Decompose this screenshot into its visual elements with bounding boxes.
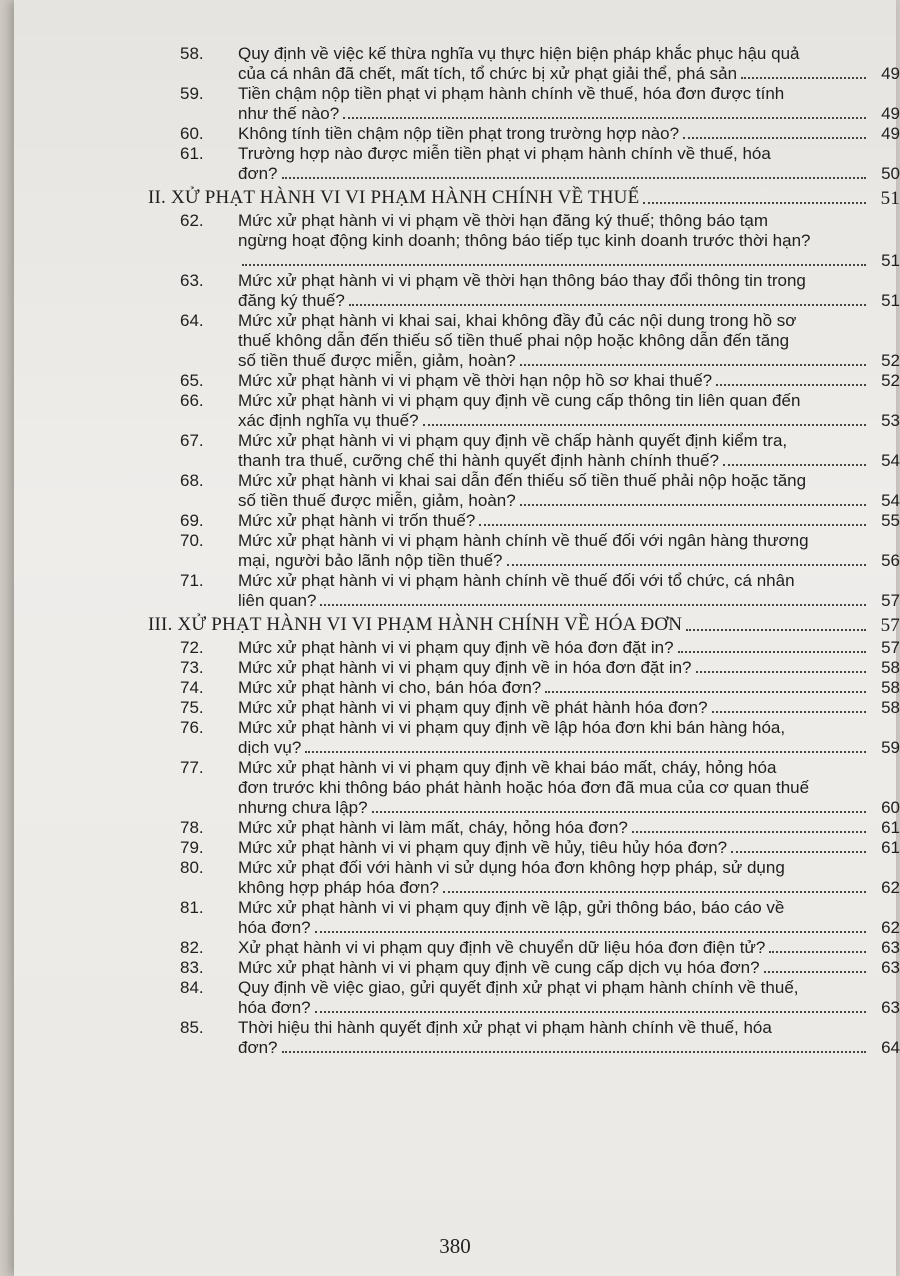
entry-number: 74. xyxy=(180,678,204,697)
toc-entry[interactable] xyxy=(180,431,900,471)
entry-text-line: đăng ký thuế? xyxy=(238,291,345,310)
dot-leader xyxy=(696,658,866,673)
entry-text-line: Mức xử phạt hành vi vi phạm quy định về cung cấp thông tin liên quan đến xyxy=(238,391,801,410)
dot-leader xyxy=(320,591,866,606)
toc-entry[interactable] xyxy=(180,1018,900,1058)
toc-entry[interactable] xyxy=(180,311,900,371)
entry-page-number: 49 xyxy=(881,64,900,83)
table-of-contents xyxy=(148,44,900,1058)
entry-text-line: Mức xử phạt hành vi khai sai dẫn đến thiếu số tiền thuế phải nộp hoặc tăng xyxy=(238,471,807,490)
toc-entry[interactable] xyxy=(180,391,900,431)
entry-page-number: 61 xyxy=(881,818,900,837)
entry-number: 84. xyxy=(180,978,204,997)
entry-page-number: 63 xyxy=(881,998,900,1017)
entry-number: 73. xyxy=(180,658,204,677)
entry-text-line: Mức xử phạt hành vi vi phạm về thời hạn nộp hồ sơ khai thuế? xyxy=(238,371,713,390)
entry-number: 58. xyxy=(180,44,204,63)
entry-text-line: thuế không dẫn đến thiếu số tiền thuế phai nộp hoặc không dẫn đến tăng xyxy=(238,331,790,350)
entry-number: 69. xyxy=(180,511,204,530)
entry-page-number: 59 xyxy=(881,738,900,757)
toc-entry[interactable] xyxy=(180,571,900,611)
dot-leader xyxy=(282,164,866,179)
dot-leader xyxy=(443,878,866,893)
entry-number: 67. xyxy=(180,431,204,450)
entry-text-line: Mức xử phạt hành vi vi phạm hành chính về thuế đối với tổ chức, cá nhân xyxy=(238,571,795,590)
toc-entry[interactable] xyxy=(180,124,900,144)
entry-text-line: không hợp pháp hóa đơn? xyxy=(238,878,439,897)
entry-page-number: 51 xyxy=(881,251,900,270)
entry-text-line: Mức xử phạt hành vi vi phạm quy định về khai báo mất, cháy, hỏng hóa xyxy=(238,758,777,777)
entry-text-line: Mức xử phạt hành vi vi phạm quy định về chấp hành quyết định kiểm tra, xyxy=(238,431,788,450)
toc-entry[interactable] xyxy=(180,698,900,718)
entry-number: 83. xyxy=(180,958,204,977)
entry-text-line: thanh tra thuế, cưỡng chế thi hành quyết định hành chính thuế? xyxy=(238,451,719,470)
section-title: III. XỬ PHẠT HÀNH VI VI PHẠM HÀNH CHÍNH VỀ HÓA ĐƠN xyxy=(148,614,683,635)
dot-leader xyxy=(716,371,866,386)
entry-text-line: số tiền thuế được miễn, giảm, hoàn? xyxy=(238,351,516,370)
entry-number: 66. xyxy=(180,391,204,410)
entry-text-line: mại, người bảo lãnh nộp tiền thuế? xyxy=(238,551,503,570)
dot-leader xyxy=(349,291,866,306)
dot-leader xyxy=(479,511,866,526)
entry-text-line: Mức xử phạt hành vi trốn thuế? xyxy=(238,511,476,530)
entry-number: 79. xyxy=(180,838,204,857)
entry-number: 85. xyxy=(180,1018,204,1037)
entry-page-number: 60 xyxy=(881,798,900,817)
entry-page-number: 58 xyxy=(881,698,900,717)
entry-page-number: 57 xyxy=(881,638,900,657)
entry-page-number: 53 xyxy=(881,411,900,430)
entry-page-number: 54 xyxy=(881,491,900,510)
entry-page-number: 50 xyxy=(881,164,900,183)
entry-page-number: 62 xyxy=(881,918,900,937)
toc-entry[interactable] xyxy=(180,531,900,571)
entry-text-line: Mức xử phạt hành vi vi phạm quy định về phát hành hóa đơn? xyxy=(238,698,708,717)
entry-number: 82. xyxy=(180,938,204,957)
entry-number: 81. xyxy=(180,898,204,917)
entry-text-line: Mức xử phạt hành vi vi phạm quy định về hủy, tiêu hủy hóa đơn? xyxy=(238,838,728,857)
toc-entry[interactable] xyxy=(180,471,900,511)
entry-text-line: Mức xử phạt hành vi vi phạm hành chính về thuế đối với ngân hàng thương xyxy=(238,531,809,550)
dot-leader xyxy=(315,918,866,933)
entry-page-number: 51 xyxy=(881,291,900,310)
toc-entry[interactable] xyxy=(180,211,900,271)
dot-leader xyxy=(507,551,867,566)
entry-number: 61. xyxy=(180,144,204,163)
entry-text-line: Quy định về việc kế thừa nghĩa vụ thực hiện biện pháp khắc phục hậu quả xyxy=(238,44,800,63)
entry-number: 80. xyxy=(180,858,204,877)
entry-text-line: nhưng chưa lập? xyxy=(238,798,368,817)
toc-entry[interactable] xyxy=(180,818,900,838)
entry-page-number: 56 xyxy=(881,551,900,570)
entry-number: 59. xyxy=(180,84,204,103)
entry-text-line: như thế nào? xyxy=(238,104,340,123)
section-page-number: 57 xyxy=(880,615,900,636)
entry-text-line: Không tính tiền chậm nộp tiền phạt trong trường hợp nào? xyxy=(238,124,680,143)
entry-text-line: Mức xử phạt hành vi làm mất, cháy, hỏng hóa đơn? xyxy=(238,818,628,837)
toc-entry[interactable] xyxy=(180,758,900,818)
entry-page-number: 52 xyxy=(881,371,900,390)
entry-page-number: 49 xyxy=(881,124,900,143)
toc-entry[interactable] xyxy=(180,84,900,124)
entry-page-number: 52 xyxy=(881,351,900,370)
toc-section-heading[interactable] xyxy=(148,613,900,636)
page-number: 380 xyxy=(439,1234,471,1258)
entry-text-line: liên quan? xyxy=(238,591,317,610)
entry-number: 76. xyxy=(180,718,204,737)
entry-text-line: hóa đơn? xyxy=(238,998,311,1017)
entry-page-number: 63 xyxy=(881,938,900,957)
entry-text-line: Mức xử phạt hành vi vi phạm quy định về cung cấp dịch vụ hóa đơn? xyxy=(238,958,760,977)
entry-text-line: Tiền chậm nộp tiền phạt vi phạm hành chính về thuế, hóa đơn được tính xyxy=(238,84,785,103)
dot-leader xyxy=(520,351,866,366)
dot-leader xyxy=(282,1038,866,1053)
entry-number: 63. xyxy=(180,271,204,290)
entry-number: 70. xyxy=(180,531,204,550)
toc-entry[interactable] xyxy=(180,718,900,758)
dot-leader xyxy=(643,202,866,204)
entry-page-number: 64 xyxy=(881,1038,900,1057)
toc-entry[interactable] xyxy=(180,658,900,678)
dot-leader xyxy=(678,638,866,653)
entry-number: 68. xyxy=(180,471,204,490)
entry-text-line: đơn? xyxy=(238,1038,278,1057)
dot-leader xyxy=(372,798,866,813)
entry-text-line: đơn? xyxy=(238,164,278,183)
entry-text-line: Mức xử phạt hành vi vi phạm về thời hạn thông báo thay đổi thông tin trong xyxy=(238,271,806,290)
toc-entry[interactable] xyxy=(180,638,900,658)
entry-text-line: Mức xử phạt hành vi vi phạm quy định về hóa đơn đặt in? xyxy=(238,638,674,657)
toc-entry[interactable] xyxy=(180,678,900,698)
entry-number: 71. xyxy=(180,571,204,590)
toc-entry[interactable] xyxy=(180,271,900,311)
toc-section-heading[interactable] xyxy=(148,186,900,209)
dot-leader xyxy=(632,818,866,833)
entry-number: 72. xyxy=(180,638,204,657)
dot-leader xyxy=(764,958,866,973)
dot-leader xyxy=(242,251,866,266)
entry-number: 64. xyxy=(180,311,204,330)
entry-page-number: 55 xyxy=(881,511,900,530)
entry-text-line: hóa đơn? xyxy=(238,918,311,937)
book-page xyxy=(14,0,900,1276)
entry-text-line: Mức xử phạt đối với hành vi sử dụng hóa đơn không hợp pháp, sử dụng xyxy=(238,858,785,877)
dot-leader xyxy=(423,411,866,426)
toc-entry[interactable] xyxy=(180,858,900,898)
entry-text-line: Mức xử phạt hành vi vi phạm quy định về in hóa đơn đặt in? xyxy=(238,658,692,677)
dot-leader xyxy=(741,64,866,79)
entry-page-number: 58 xyxy=(881,658,900,677)
entry-number: 77. xyxy=(180,758,204,777)
dot-leader xyxy=(305,738,866,753)
entry-text-line: Mức xử phạt hành vi cho, bán hóa đơn? xyxy=(238,678,542,697)
entry-text-line: đơn trước khi thông báo phát hành hoặc hóa đơn đã mua của cơ quan thuế xyxy=(238,778,810,797)
entry-text-line: Trường hợp nào được miễn tiền phạt vi phạm hành chính về thuế, hóa xyxy=(238,144,771,163)
entry-text-line: Quy định về việc giao, gửi quyết định xử phạt vi phạm hành chính về thuế, xyxy=(238,978,799,997)
entry-text-line: Thời hiệu thi hành quyết định xử phạt vi phạm hành chính về thuế, hóa xyxy=(238,1018,772,1037)
section-title: II. XỬ PHẠT HÀNH VI VI PHẠM HÀNH CHÍNH VỀ THUẾ xyxy=(148,187,640,208)
entry-text-line: Mức xử phạt hành vi vi phạm về thời hạn đăng ký thuế; thông báo tạm xyxy=(238,211,769,230)
dot-leader xyxy=(712,698,866,713)
dot-leader xyxy=(343,104,866,119)
entry-page-number: 62 xyxy=(881,878,900,897)
entry-text-line: Mức xử phạt hành vi vi phạm quy định về lập hóa đơn khi bán hàng hóa, xyxy=(238,718,786,737)
entry-number: 62. xyxy=(180,211,204,230)
entry-page-number: 49 xyxy=(881,104,900,123)
entry-page-number: 57 xyxy=(881,591,900,610)
entry-page-number: 63 xyxy=(881,958,900,977)
dot-leader xyxy=(315,998,866,1013)
toc-entry[interactable] xyxy=(180,978,900,1018)
toc-entry[interactable] xyxy=(180,938,900,958)
toc-entry[interactable] xyxy=(180,898,900,938)
entry-text-line: ngừng hoạt động kinh doanh; thông báo tiếp tục kinh doanh trước thời hạn? xyxy=(238,231,811,250)
entry-page-number: 54 xyxy=(881,451,900,470)
entry-text-line: dịch vụ? xyxy=(238,738,302,757)
entry-text-line: của cá nhân đã chết, mất tích, tổ chức bị xử phạt giải thể, phá sản xyxy=(238,64,738,83)
section-page-number: 51 xyxy=(880,188,900,209)
entry-page-number: 58 xyxy=(881,678,900,697)
dot-leader xyxy=(545,678,866,693)
entry-text-line: Xử phạt hành vi vi phạm quy định về chuyển dữ liệu hóa đơn điện tử? xyxy=(238,938,766,957)
toc-entry[interactable] xyxy=(180,958,900,978)
entry-page-number: 61 xyxy=(881,838,900,857)
entry-number: 75. xyxy=(180,698,204,717)
entry-number: 78. xyxy=(180,818,204,837)
toc-entry[interactable] xyxy=(180,371,900,391)
entry-text-line: Mức xử phạt hành vi vi phạm quy định về lập, gửi thông báo, báo cáo về xyxy=(238,898,785,917)
dot-leader xyxy=(520,491,866,506)
toc-entry[interactable] xyxy=(180,144,900,184)
entry-number: 60. xyxy=(180,124,204,143)
dot-leader xyxy=(683,124,866,139)
dot-leader xyxy=(731,838,866,853)
dot-leader xyxy=(686,629,866,631)
toc-entry[interactable] xyxy=(180,44,900,84)
entry-text-line: Mức xử phạt hành vi khai sai, khai không đầy đủ các nội dung trong hồ sơ xyxy=(238,311,797,330)
entry-text-line: xác định nghĩa vụ thuế? xyxy=(238,411,419,430)
entry-number: 65. xyxy=(180,371,204,390)
dot-leader xyxy=(723,451,866,466)
toc-entry[interactable] xyxy=(180,838,900,858)
dot-leader xyxy=(769,938,866,953)
toc-entry[interactable] xyxy=(180,511,900,531)
entry-text-line: số tiền thuế được miễn, giảm, hoàn? xyxy=(238,491,516,510)
